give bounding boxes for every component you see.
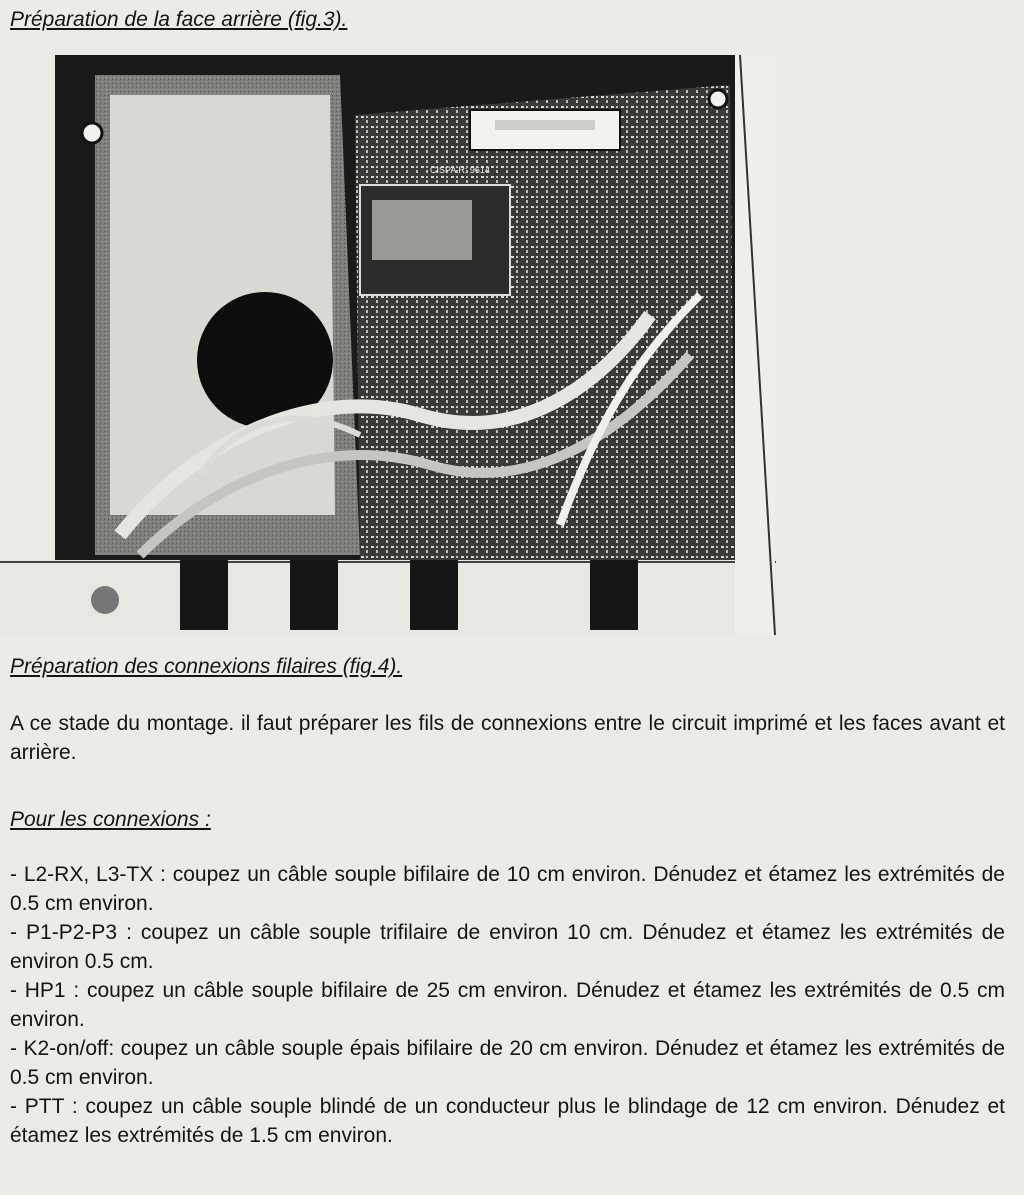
list-item: - PTT : coupez un câble souple blindé de un conducteur plus le blindage de 12 cm environ. Dénudez et étamez les extrémités de 1.5 cm environ. bbox=[10, 1095, 1005, 1147]
intro-paragraph: A ce stade du montage. il faut préparer les fils de connexions entre le circuit imprimé et les faces avant et arrière. bbox=[10, 712, 1005, 764]
subheading-pour-les-connexions: Pour les connexions : bbox=[10, 808, 211, 831]
rear-panel-photo bbox=[0, 55, 776, 635]
connection-list bbox=[10, 860, 1005, 1150]
list-item: - HP1 : coupez un câble souple bifilaire de 25 cm environ. Dénudez et étamez les extrémités de 0.5 cm environ. bbox=[10, 979, 1005, 1031]
list-item: - K2-on/off: coupez un câble souple épais bifilaire de 20 cm environ. Dénudez et étamez les extrémités de 0.5 cm environ. bbox=[10, 1037, 1005, 1089]
section-heading-connexions-filaires: Préparation des connexions filaires (fig.4). bbox=[10, 655, 403, 678]
pcb-marking-label: CISPA R: 9614 bbox=[430, 165, 490, 175]
section-heading-face-arriere: Préparation de la face arrière (fig.3). bbox=[10, 8, 348, 31]
list-item: - L2-RX, L3-TX : coupez un câble souple bifilaire de 10 cm environ. Dénudez et étamez les extrémités de 0.5 cm environ. bbox=[10, 863, 1005, 915]
list-item: - P1-P2-P3 : coupez un câble souple trifilaire de environ 10 cm. Dénudez et étamez les extrémités de environ 0.5 cm. bbox=[10, 921, 1005, 973]
